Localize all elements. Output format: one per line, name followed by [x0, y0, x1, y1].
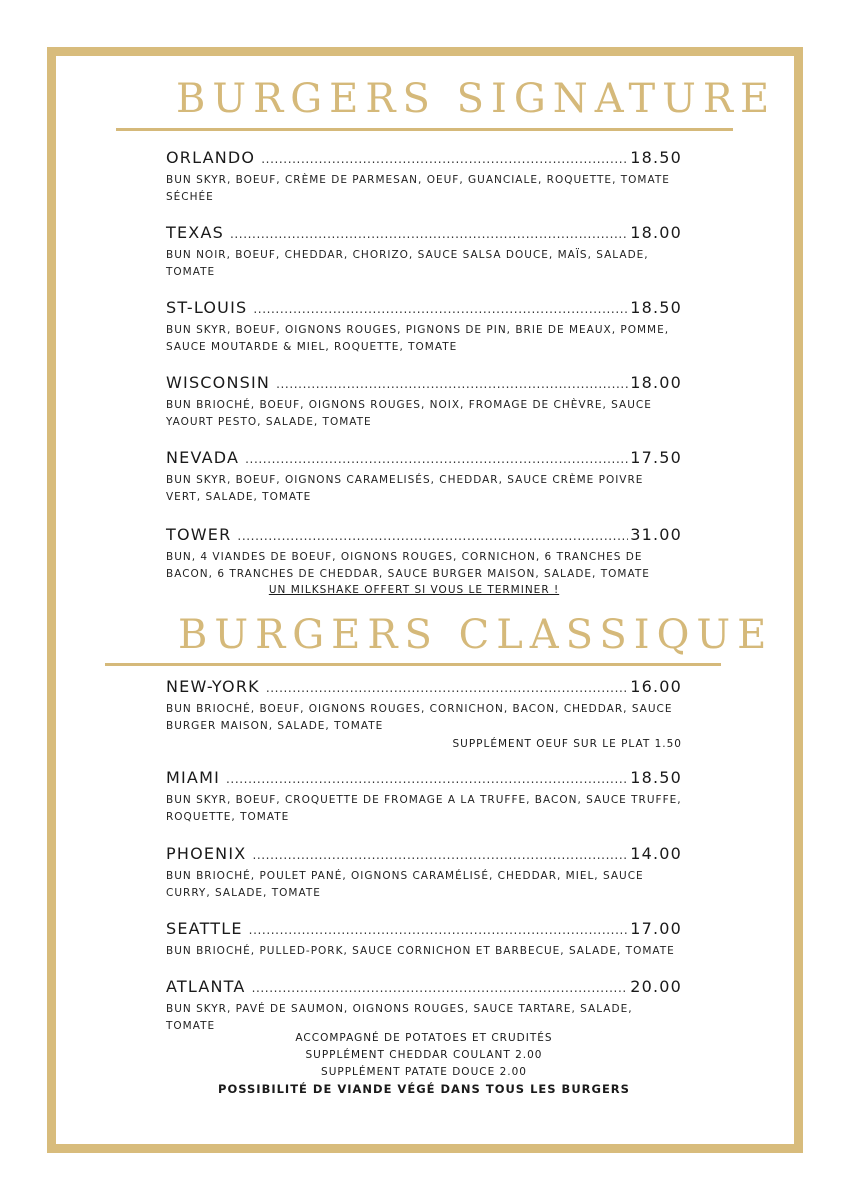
leader-dots — [276, 374, 628, 394]
item-supplement: SUPPLÉMENT OEUF SUR LE PLAT 1.50 — [452, 738, 682, 750]
item-name: SEATTLE — [166, 919, 243, 938]
leader-dots — [237, 526, 628, 546]
item-price: 17.50 — [630, 448, 682, 467]
item-price: 18.50 — [630, 148, 682, 167]
leader-dots — [261, 149, 628, 169]
item-price: 18.50 — [630, 768, 682, 787]
section-title-classique: BURGERS CLASSIQUE — [178, 612, 774, 658]
menu-item-phoenix — [166, 844, 682, 901]
section-rule-classique — [105, 663, 721, 666]
item-description: BUN SKYR, PAVÉ DE SAUMON, OIGNONS ROUGES, SAUCE TARTARE, SALADE, TOMATE — [166, 1003, 633, 1032]
leader-dots — [253, 299, 628, 319]
menu-item-st-louis — [166, 298, 682, 355]
item-name: NEW-YORK — [166, 677, 260, 696]
menu-item-orlando — [166, 148, 682, 205]
footer-side-dish: ACCOMPAGNÉ DE POTATOES ET CRUDITÉS — [295, 1032, 553, 1044]
tower-challenge-note: UN MILKSHAKE OFFERT SI VOUS LE TERMINER ! — [268, 584, 560, 596]
item-name: WISCONSIN — [166, 373, 271, 392]
leader-dots — [249, 920, 629, 940]
menu-footer — [166, 1030, 682, 1098]
leader-dots — [230, 224, 628, 244]
leader-dots — [226, 769, 628, 789]
item-price: 16.00 — [630, 677, 682, 696]
leader-dots — [252, 845, 628, 865]
item-description: BUN SKYR, BOEUF, OIGNONS CARAMELISÉS, CHEDDAR, SAUCE CRÈME POIVRE VERT, SALADE, TOMATE — [166, 474, 644, 503]
section-title-signature: BURGERS SIGNATURE — [176, 76, 777, 122]
menu-item-tower — [166, 525, 682, 599]
item-description: BUN BRIOCHÉ, POULET PANÉ, OIGNONS CARAMÉLISÉ, CHEDDAR, MIEL, SAUCE CURRY, SALADE, TOMATE — [166, 870, 644, 899]
item-name: MIAMI — [166, 768, 220, 787]
item-price: 20.00 — [630, 977, 682, 996]
item-price: 18.00 — [630, 373, 682, 392]
menu-item-atlanta — [166, 977, 682, 1034]
item-description: BUN BRIOCHÉ, BOEUF, OIGNONS ROUGES, NOIX, FROMAGE DE CHÈVRE, SAUCE YAOURT PESTO, SALADE, TOMATE — [166, 399, 652, 428]
menu-item-miami — [166, 768, 682, 825]
item-name: PHOENIX — [166, 844, 247, 863]
item-name: ORLANDO — [166, 148, 256, 167]
menu-item-seattle — [166, 919, 682, 960]
leader-dots — [252, 978, 629, 998]
item-name: ST-LOUIS — [166, 298, 248, 317]
section-rule-signature — [116, 128, 733, 131]
item-name: NEVADA — [166, 448, 240, 467]
leader-dots — [245, 449, 628, 469]
menu-item-texas — [166, 223, 682, 280]
item-description: BUN BRIOCHÉ, BOEUF, OIGNONS ROUGES, CORNICHON, BACON, CHEDDAR, SAUCE BURGER MAISON, SALADE, TOMATE — [166, 703, 673, 732]
item-description: BUN SKYR, BOEUF, CRÈME DE PARMESAN, OEUF, GUANCIALE, ROQUETTE, TOMATE SÉCHÉE — [166, 174, 670, 203]
item-price: 17.00 — [630, 919, 682, 938]
menu-item-nevada — [166, 448, 682, 505]
item-name: TEXAS — [166, 223, 224, 242]
footer-supplement-cheddar: SUPPLÉMENT CHEDDAR COULANT 2.00 — [305, 1049, 543, 1061]
item-description: BUN NOIR, BOEUF, CHEDDAR, CHORIZO, SAUCE SALSA DOUCE, MAÏS, SALADE, TOMATE — [166, 249, 649, 278]
item-price: 18.50 — [630, 298, 682, 317]
item-price: 18.00 — [630, 223, 682, 242]
item-name: TOWER — [166, 525, 232, 544]
footer-supplement-sweet-potato: SUPPLÉMENT PATATE DOUCE 2.00 — [321, 1066, 527, 1078]
item-description: BUN, 4 VIANDES DE BOEUF, OIGNONS ROUGES, CORNICHON, 6 TRANCHES DE BACON, 6 TRANCHES DE CHEDDAR, SAUCE BURGER MAISON, SALADE, TOMATE — [166, 551, 650, 580]
menu-item-new-york — [166, 677, 682, 753]
item-price: 31.00 — [630, 525, 682, 544]
item-description: BUN BRIOCHÉ, PULLED-PORK, SAUCE CORNICHON ET BARBECUE, SALADE, TOMATE — [166, 945, 675, 957]
leader-dots — [266, 678, 628, 698]
footer-veggie-option: POSSIBILITÉ DE VIANDE VÉGÉ DANS TOUS LES BURGERS — [218, 1082, 630, 1096]
item-price: 14.00 — [630, 844, 682, 863]
item-description: BUN SKYR, BOEUF, CROQUETTE DE FROMAGE A LA TRUFFE, BACON, SAUCE TRUFFE, ROQUETTE, TOMATE — [166, 794, 682, 823]
menu-item-wisconsin — [166, 373, 682, 430]
item-description: BUN SKYR, BOEUF, OIGNONS ROUGES, PIGNONS DE PIN, BRIE DE MEAUX, POMME, SAUCE MOUTARDE & MIEL, ROQUETTE, TOMATE — [166, 324, 670, 353]
item-name: ATLANTA — [166, 977, 246, 996]
